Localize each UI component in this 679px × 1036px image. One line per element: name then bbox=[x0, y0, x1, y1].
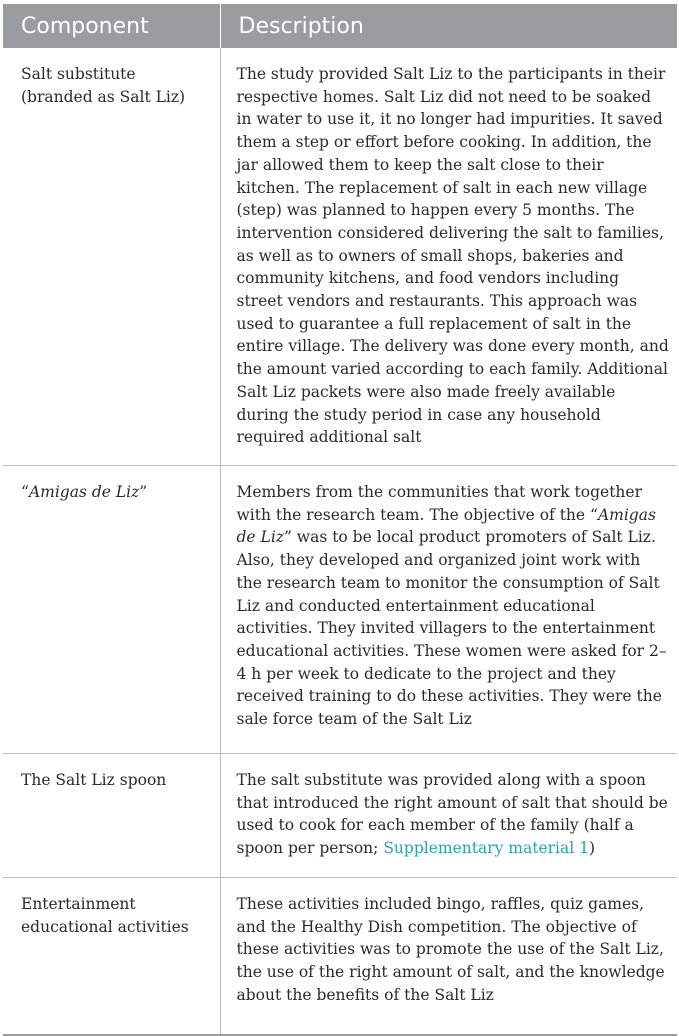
header-component: Component bbox=[3, 4, 220, 48]
description-italic-text: Amigas de Liz bbox=[236, 505, 656, 547]
header-row bbox=[3, 4, 677, 48]
component-cell: The Salt Liz spoon bbox=[3, 754, 220, 878]
header-description: Description bbox=[220, 4, 677, 48]
description-cell bbox=[220, 466, 677, 754]
table-row bbox=[3, 466, 677, 754]
component-italic-text: Amigas de Liz bbox=[28, 483, 140, 501]
description-cell bbox=[220, 754, 677, 878]
table-header bbox=[3, 4, 677, 48]
description-text: ” was to be local product promoters of Salt Liz. Also, they developed and organized joint work with the research team to monitor the consumption of Salt Liz and conducted entertainment educational activities. They invited villagers to the entertainment educational activities. These women were asked for 2–4 h per week to dedicate to the project and they received training to do these activities. They were the sale force team of the Salt Liz bbox=[236, 528, 667, 729]
component-cell: Salt substitute (branded as Salt Liz) bbox=[3, 48, 220, 466]
component-cell bbox=[3, 466, 220, 754]
components-table bbox=[3, 4, 677, 1036]
component-text: “ bbox=[21, 483, 29, 501]
component-cell: Entertainment educational activities bbox=[3, 878, 220, 1036]
table-body bbox=[3, 48, 677, 1035]
description-cell: The study provided Salt Liz to the participants in their respective homes. Salt Liz did not need to be soaked in water to use it, it no longer had impurities. It saved them a step or effort before cooking. In addition, the jar allowed them to keep the salt close to their kitchen. The replacement of salt in each new village (step) was planned to happen every 5 months. The intervention considered delivering the salt to families, as well as to owners of small shops, bakeries and community kitchens, and food vendors including street vendors and restaurants. This approach was used to guarantee a full replacement of salt in the entire village. The delivery was done every month, and the amount varied according to each family. Additional Salt Liz packets were also made freely available during the study period in case any household required additional salt bbox=[220, 48, 677, 466]
table-row bbox=[3, 878, 677, 1036]
description-cell: These activities included bingo, raffles, quiz games, and the Healthy Dish competition. The objective of these activities was to promote the use of the Salt Liz, the use of the right amount of salt, and the knowledge about the benefits of the Salt Liz bbox=[220, 878, 677, 1036]
description-text: Members from the communities that work together with the research team. The objective of the “ bbox=[236, 483, 642, 524]
table-row bbox=[3, 48, 677, 466]
table-row bbox=[3, 754, 677, 878]
description-text: The salt substitute was provided along with a spoon that introduced the right amount of salt that should be used to cook for each member of the family (half a spoon per person; bbox=[236, 771, 668, 858]
description-text: ) bbox=[589, 839, 596, 858]
supplementary-material-link[interactable]: Supplementary material 1 bbox=[383, 839, 589, 858]
component-text: ” bbox=[139, 483, 148, 501]
